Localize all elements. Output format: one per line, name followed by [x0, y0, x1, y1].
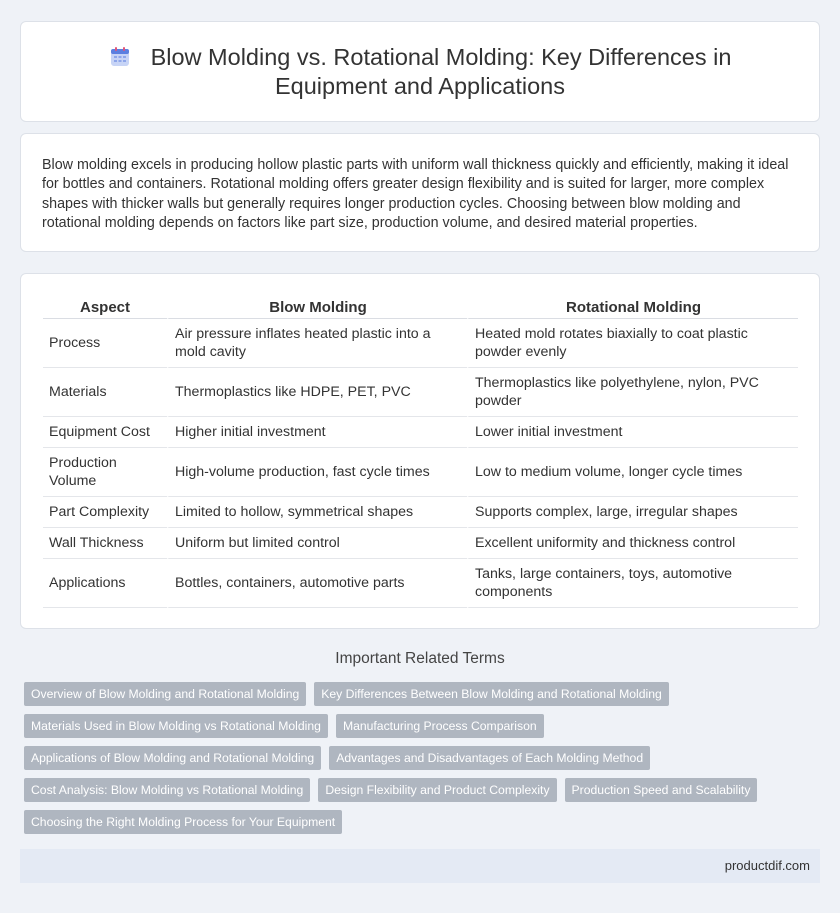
cell-blow: Thermoplastics like HDPE, PET, PVC [167, 368, 467, 417]
summary-card [20, 133, 820, 252]
related-term-tag[interactable]: Materials Used in Blow Molding vs Rotational Molding [24, 714, 328, 738]
related-terms-title: Important Related Terms [335, 650, 505, 667]
related-term-tag[interactable]: Manufacturing Process Comparison [336, 714, 544, 738]
cell-rotational: Heated mold rotates biaxially to coat plastic powder evenly [467, 319, 798, 368]
header-blow-molding: Blow Molding [167, 295, 467, 319]
cell-blow: Limited to hollow, symmetrical shapes [167, 497, 467, 528]
related-term-tag[interactable]: Production Speed and Scalability [565, 778, 758, 802]
related-term-tag[interactable]: Applications of Blow Molding and Rotational Molding [24, 746, 321, 770]
cell-rotational: Supports complex, large, irregular shapes [467, 497, 798, 528]
cell-aspect: Part Complexity [43, 497, 167, 528]
related-term-tag[interactable]: Design Flexibility and Product Complexity [318, 778, 556, 802]
cell-rotational: Thermoplastics like polyethylene, nylon, PVC powder [467, 368, 798, 417]
cell-aspect: Production Volume [43, 448, 167, 497]
table-row [43, 559, 798, 608]
footer [20, 849, 820, 883]
cell-blow: Uniform but limited control [167, 528, 467, 559]
table-row [43, 497, 798, 528]
table-header-row [43, 295, 798, 319]
table-row [43, 319, 798, 368]
cell-rotational: Tanks, large containers, toys, automotive components [467, 559, 798, 608]
cell-rotational: Excellent uniformity and thickness control [467, 528, 798, 559]
cell-rotational: Lower initial investment [467, 417, 798, 448]
related-term-tag[interactable]: Overview of Blow Molding and Rotational Molding [24, 682, 306, 706]
related-terms-list [24, 682, 804, 842]
cell-rotational: Low to medium volume, longer cycle times [467, 448, 798, 497]
table-row [43, 528, 798, 559]
cell-aspect: Applications [43, 559, 167, 608]
header-card [20, 21, 820, 122]
related-term-tag[interactable]: Advantages and Disadvantages of Each Molding Method [329, 746, 650, 770]
cell-aspect: Materials [43, 368, 167, 417]
related-term-tag[interactable]: Cost Analysis: Blow Molding vs Rotational Molding [24, 778, 310, 802]
related-term-tag[interactable]: Key Differences Between Blow Molding and Rotational Molding [314, 682, 669, 706]
footer-site-link[interactable]: productdif.com [724, 858, 810, 873]
table-row [43, 368, 798, 417]
summary-text: Blow molding excels in producing hollow plastic parts with uniform wall thickness quickly and efficiently, making it ideal for bottles and containers. Rotational molding offers greater design flexibility and is suited for larger, more complex shapes with thicker walls but generally requires longer production cycles. Choosing between blow molding and rotational molding depends on factors like part size, production volume, and desired material properties. [42, 157, 789, 232]
related-term-tag[interactable]: Choosing the Right Molding Process for Your Equipment [24, 810, 342, 834]
header-rotational-molding: Rotational Molding [467, 295, 798, 319]
cell-aspect: Equipment Cost [43, 417, 167, 448]
header-aspect: Aspect [43, 295, 167, 319]
cell-aspect: Wall Thickness [43, 528, 167, 559]
table-row [43, 417, 798, 448]
page-title: Blow Molding vs. Rotational Molding: Key Differences in Equipment and Applications [150, 43, 732, 99]
cell-blow: Higher initial investment [167, 417, 467, 448]
cell-blow: High-volume production, fast cycle times [167, 448, 467, 497]
cell-blow: Bottles, containers, automotive parts [167, 559, 467, 608]
cell-blow: Air pressure inflates heated plastic into a mold cavity [167, 319, 467, 368]
comparison-table-card [20, 273, 820, 629]
calendar-icon [109, 46, 131, 68]
table-row [43, 448, 798, 497]
cell-aspect: Process [43, 319, 167, 368]
comparison-table [43, 295, 798, 608]
page-title-wrap [61, 43, 779, 101]
